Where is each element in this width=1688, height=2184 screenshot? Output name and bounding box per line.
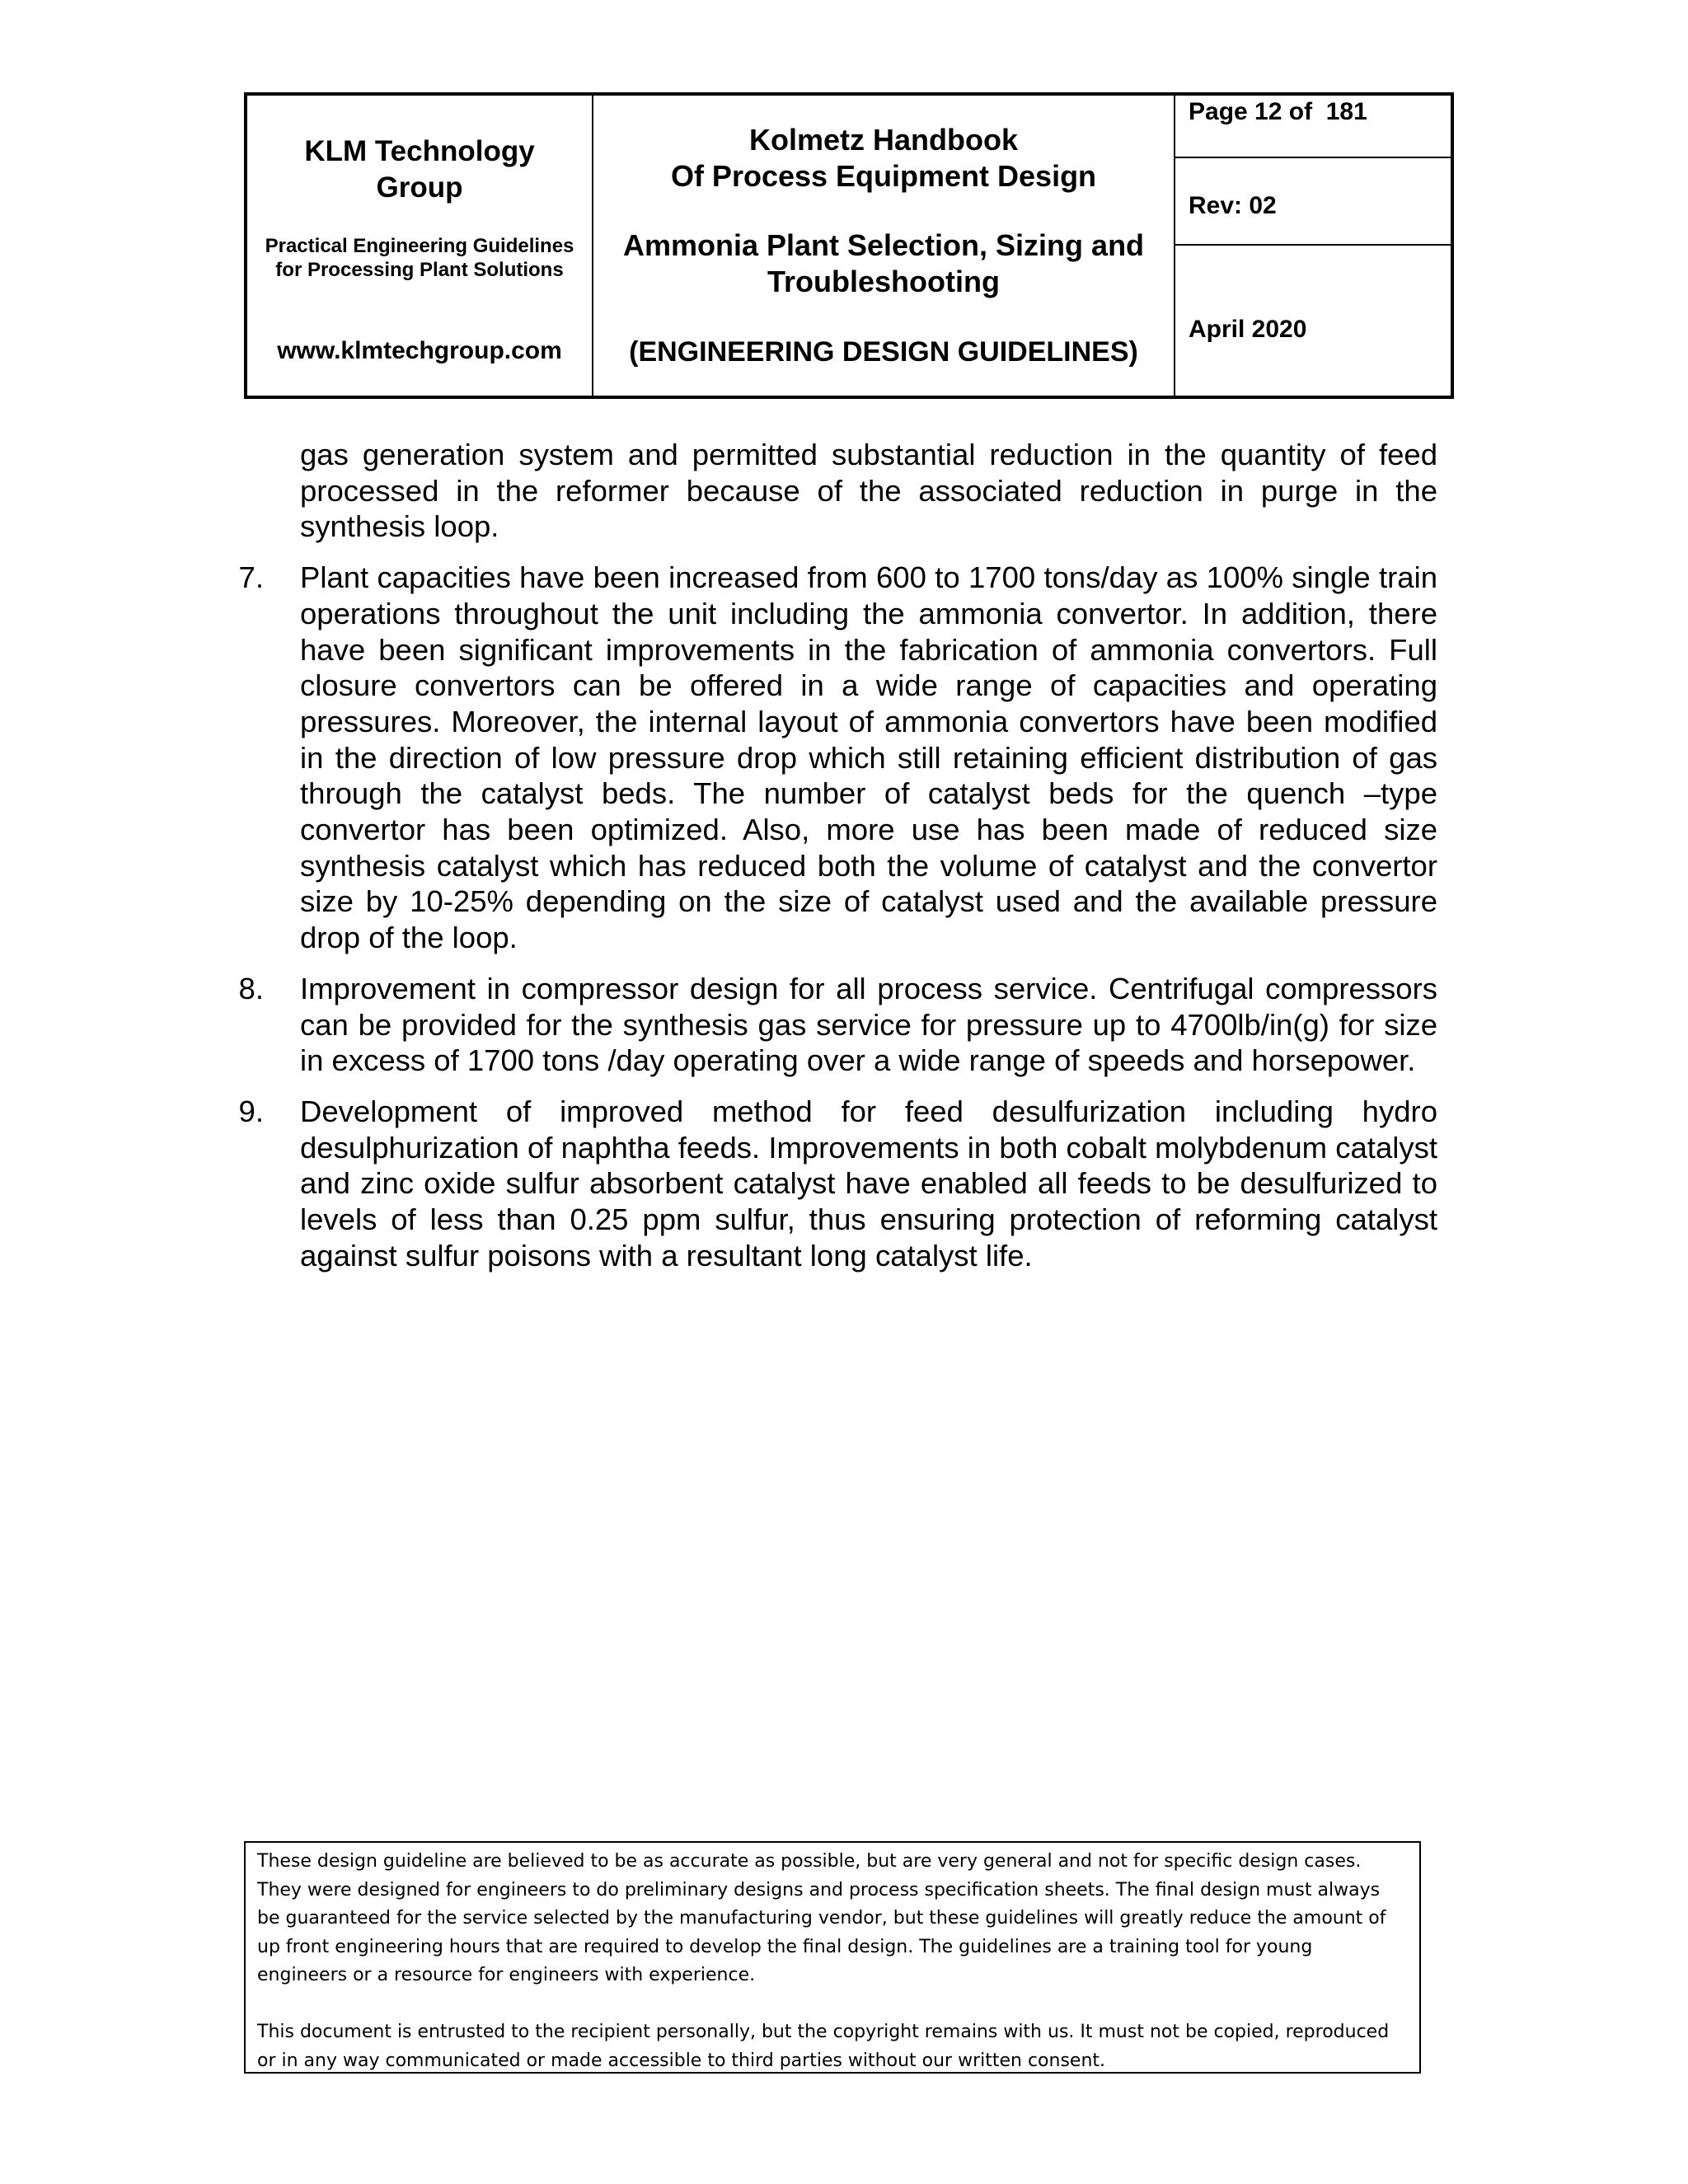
copyright-text: This document is entrusted to the recipient personally, but the copyright remains with us. It must not be copied, reproduced or in any way communicated or made accessible to third parties without our written consent. [257,2021,1390,2071]
page-number-cell [1175,96,1451,158]
body-content [238,437,1437,1273]
org-name: KLM Technology Group [304,135,535,204]
list-item-number: 8. [238,971,264,1005]
list-item [238,971,1437,1079]
org-tagline: Practical Engineering Guidelines for Processing Plant Solutions [265,235,574,281]
page-number: Page 12 of 181 [1189,98,1367,125]
list-item-text: Development of improved method for feed desulfurization including hydro desulphurization of naphtha feeds. Improvements in both cobalt molybdenum catalyst and zinc oxide sulfur absorbent catalyst have enabled all feeds to be desulfurized to levels of less than 0.25 ppm sulfur, thus ensuring protection of reforming catalyst against sulfur poisons with a resultant long catalyst life. [300,1094,1437,1272]
document-classification: (ENGINEERING DESIGN GUIDELINES) [629,336,1138,368]
header-title-cell [593,96,1175,396]
revision-cell [1175,158,1451,246]
org-url: www.klmtechgroup.com [277,337,562,364]
list-item-number: 9. [238,1094,264,1128]
continuation-paragraph: gas generation system and permitted substantial reduction in the quantity of feed processed in the reformer because of the associated reduction in purge in the synthesis loop. [300,438,1437,544]
document-date: April 2020 [1189,316,1307,343]
disclaimer-text: These design guideline are believed to be as accurate as possible, but are very general and not for specific design cases. They were designed for engineers to do preliminary designs and process specification sheets. The final design must always be guaranteed for the service selected by the manufacturing vendor, but these guidelines will greatly reduce the amount of up front engineering hours that are required to develop the final design. The guidelines are a training tool for young engineers or a resource for engineers with experience. [257,1851,1386,1986]
document-title: Ammonia Plant Selection, Sizing and Troubleshooting [622,228,1145,298]
disclaimer-spacer [257,1990,1408,2018]
disclaimer-box [244,1841,1421,2074]
handbook-title [593,122,1174,194]
handbook-title-line1: Kolmetz Handbook [748,123,1018,157]
list-item [238,560,1437,956]
list-item [238,1094,1437,1274]
header-meta-cell [1175,96,1451,396]
list-item-text: Improvement in compressor design for all process service. Centrifugal compressors can be provided for the synthesis gas service for pressure up to 4700lb/in(g) for size in excess of 1700 tons /day operating over a wide range of speeds and horsepower. [300,971,1437,1078]
header-org-cell [247,96,593,396]
handbook-title-line2: Of Process Equipment Design [670,159,1097,193]
date-cell [1175,246,1451,396]
document-header [244,92,1454,399]
list-item-number: 7. [238,560,264,595]
revision: Rev: 02 [1189,192,1277,219]
list-item-text: Plant capacities have been increased from 600 to 1700 tons/day as 100% single train operations throughout the unit including the ammonia convertor. In addition, there have been significant improvements in the fabrication of ammonia convertors. Full closure convertors can be offered in a wide range of capacities and operating pressures. Moreover, the internal layout of ammonia convertors have been modified in the direction of low pressure drop which still retaining efficient distribution of gas through the catalyst beds. The number of catalyst beds for the quench –type convertor has been optimized. Also, more use has been made of reduced size synthesis catalyst which has reduced both the volume of catalyst and the convertor size by 10-25% depending on the size of catalyst used and the available pressure drop of the loop. [300,560,1437,955]
